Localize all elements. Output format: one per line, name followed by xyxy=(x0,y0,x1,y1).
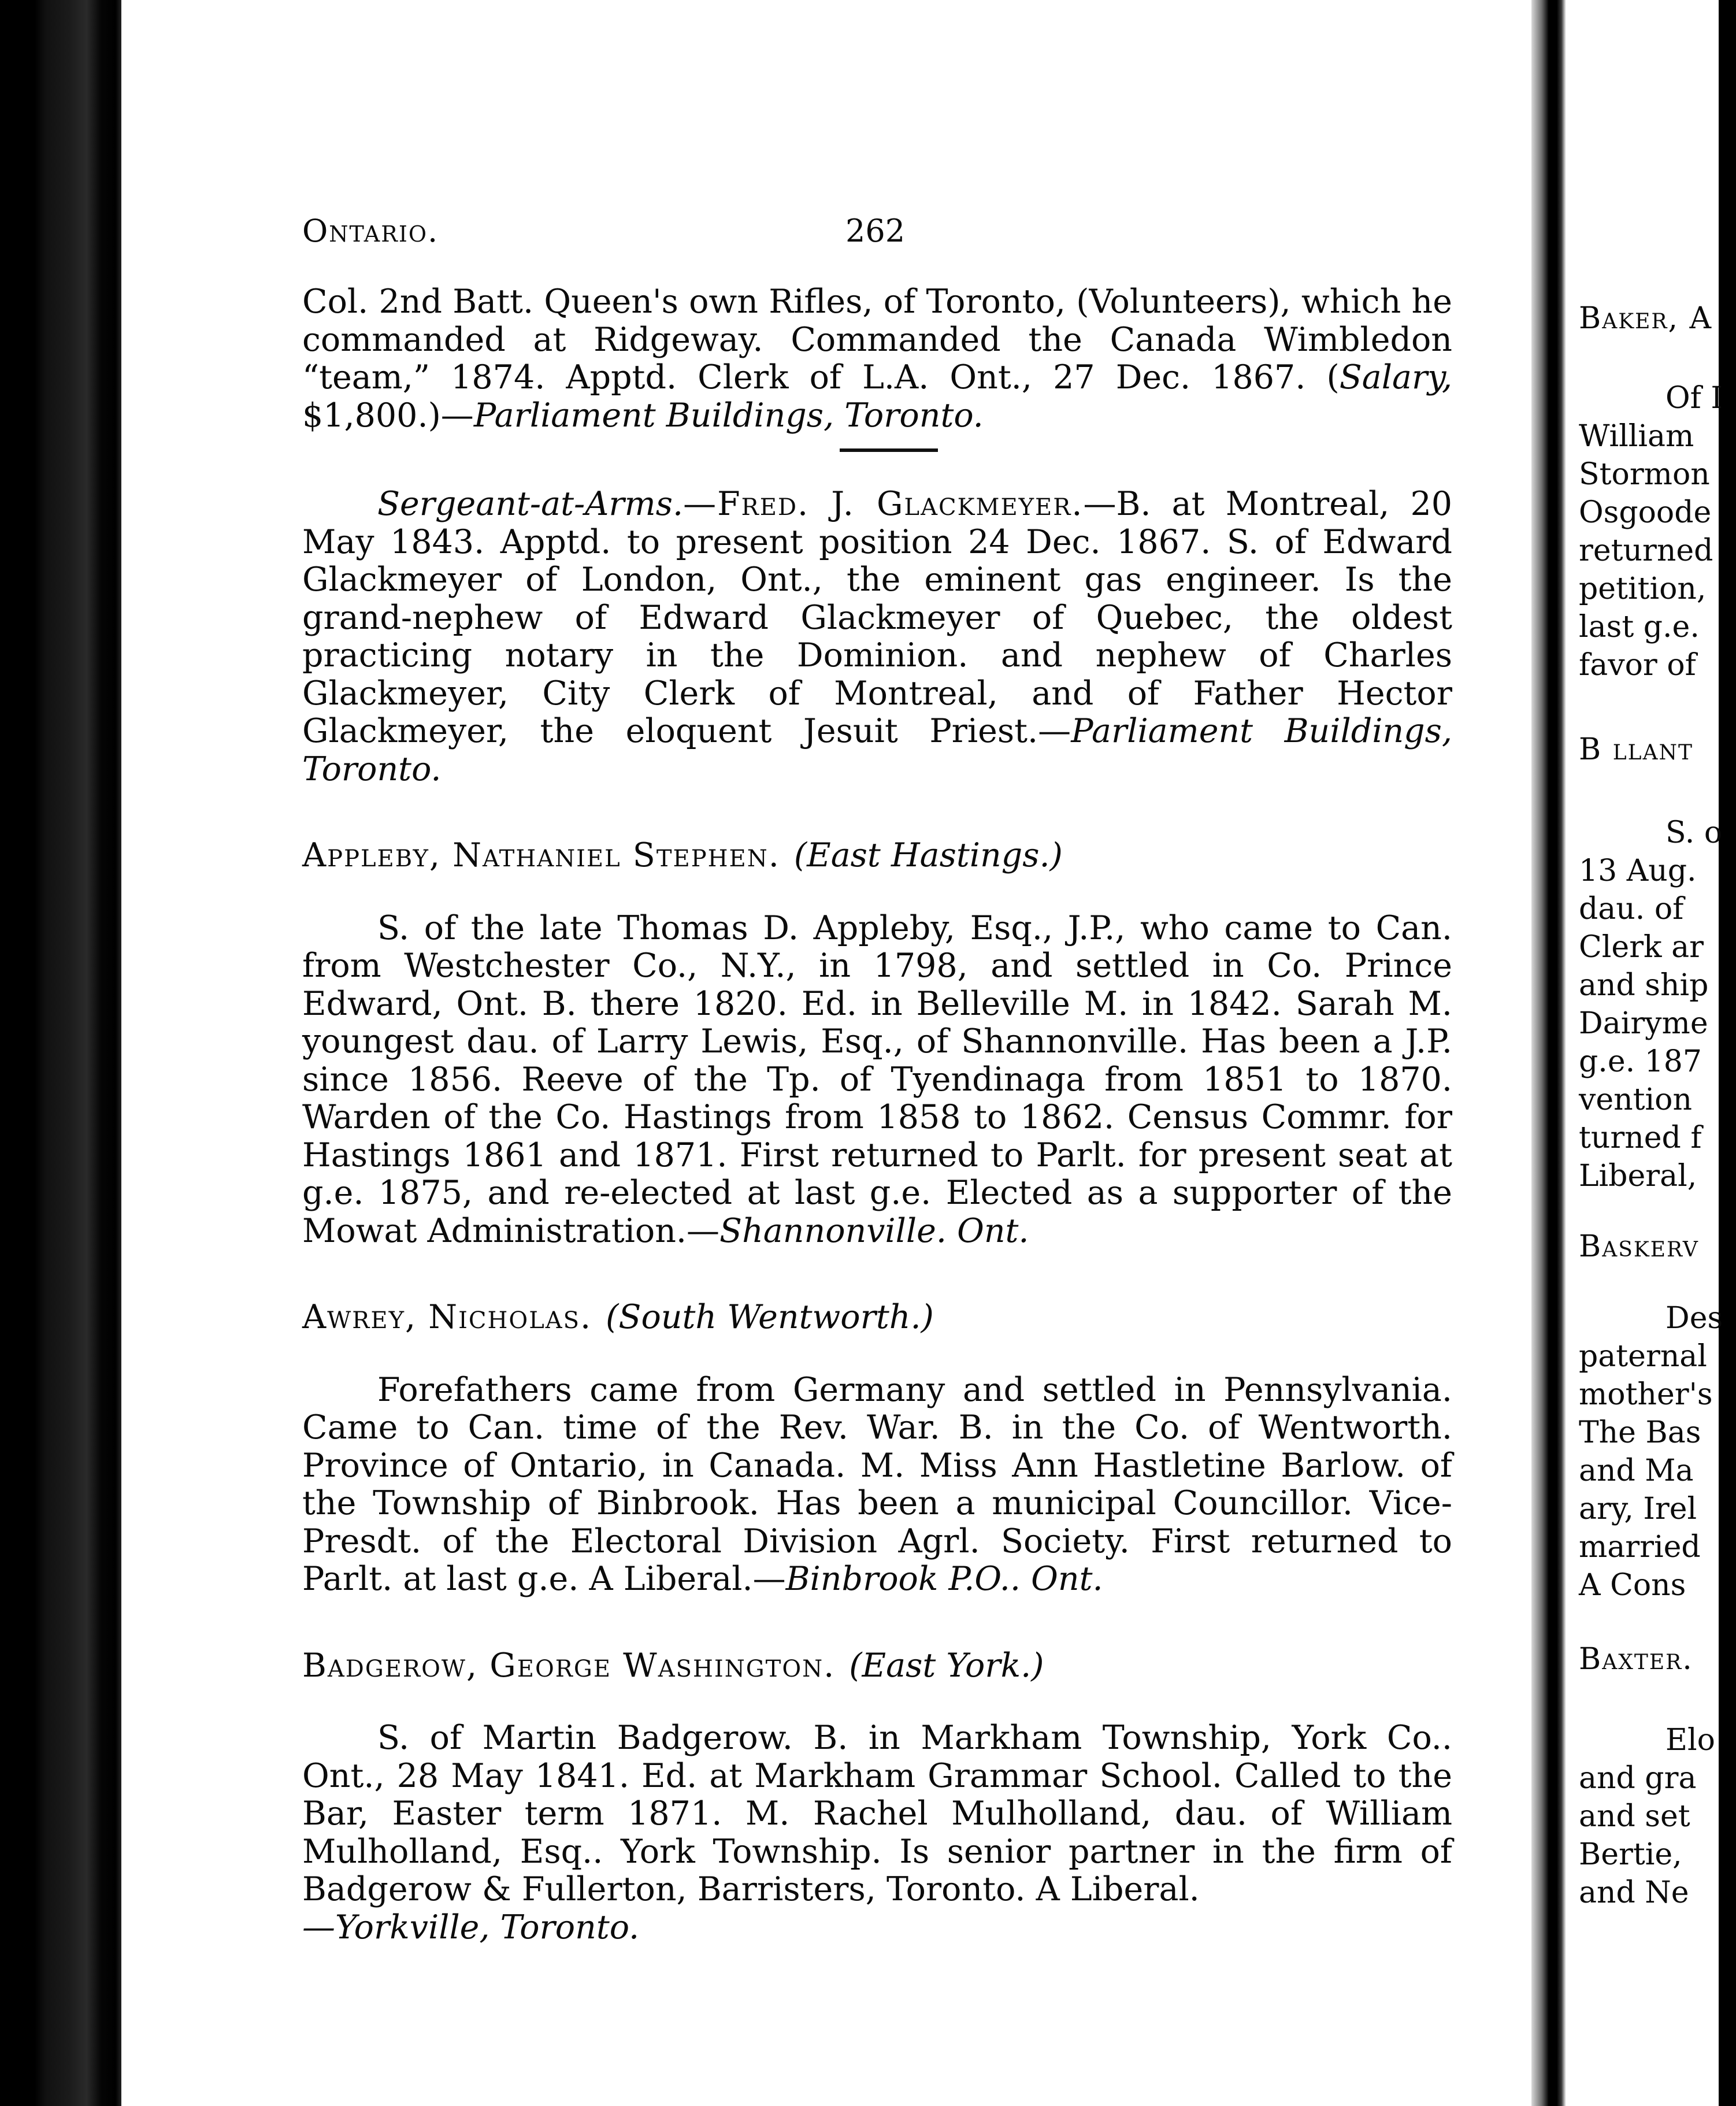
facing-line: and Ne xyxy=(1579,1875,1689,1910)
facing-line: The Bas xyxy=(1579,1415,1701,1450)
running-title: Ontario. xyxy=(302,213,439,249)
facing-line: Stormon xyxy=(1579,457,1710,492)
facing-line: petition, xyxy=(1579,572,1707,606)
facing-line: and gra xyxy=(1579,1761,1697,1796)
facing-line: William xyxy=(1579,419,1694,454)
member-address: Shannonville. Ont. xyxy=(719,1211,1029,1250)
facing-line: Baskerv xyxy=(1579,1229,1699,1264)
sergeant-at-arms-entry xyxy=(302,485,1452,788)
page-gutter xyxy=(1531,0,1566,2106)
facing-line: Clerk ar xyxy=(1579,930,1704,965)
facing-line: B llant xyxy=(1579,732,1694,767)
member-name: Awrey, Nicholas. xyxy=(302,1298,592,1336)
facing-line: mother's xyxy=(1579,1377,1713,1412)
facing-line: Liberal, xyxy=(1579,1159,1697,1193)
sergeant-name: —Fred. J. Glackmeyer. xyxy=(683,485,1084,523)
left-page-text xyxy=(302,283,1452,1946)
entry-heading xyxy=(302,837,1452,875)
facing-line: and ship xyxy=(1579,968,1709,1003)
sergeant-text: —B. at Montreal, 20 May 1843. Apptd. to present position 24 Dec. 1867. S. of Edward Glackmeyer of London, Ont., the eminent gas engineer. Is the grand-nephew of Edward Glackmeyer of Quebec, the oldest practicing notary in the Dominion. and nephew of Charles Glackmeyer, City Clerk of Montreal, and of Father Hector Glackmeyer, the eloquent Jesuit Priest.— xyxy=(302,485,1452,750)
sergeant-address: Parliament Buildings, Toronto. xyxy=(302,712,1453,788)
facing-line: favor of xyxy=(1579,648,1696,683)
facing-line: g.e. 187 xyxy=(1579,1044,1702,1079)
facing-line: returned xyxy=(1579,533,1713,568)
book-edge-right xyxy=(1719,0,1736,2106)
facing-line: S. o xyxy=(1665,815,1723,850)
page-number: 262 xyxy=(845,213,906,249)
facing-line: vention xyxy=(1579,1082,1692,1117)
section-rule xyxy=(840,448,938,452)
book-binding-left xyxy=(0,0,121,2106)
facing-line: Des xyxy=(1665,1301,1723,1336)
sergeant-title: Sergeant-at-Arms. xyxy=(377,485,684,523)
member-name: Appleby, Nathaniel Stephen. xyxy=(302,836,780,874)
facing-line: paternal xyxy=(1579,1339,1707,1374)
continuation-paragraph: Col. 2nd Batt. Queen's own Rifles, of Toronto, (Volunteers), which he commanded at Ridgeway. Commanded the Canada Wimbledon “team,” 1874. Apptd. Clerk of L.A. Ont., 27 Dec. 1867. (Salary, $1,800.)—Parliament Buildings, Toronto. xyxy=(302,283,1452,435)
entry-body: Forefathers came from Germany and settled in Pennsylvania. Came to Can. time of the Rev. War. B. in the Co. of Wentworth. Province of Ontario, in Canada. M. Miss Ann Hastletine Barlow. of the Township of Binbrook. Has been a municipal Councillor. Vice-Presdt. of the Electoral Division Agrl. Society. First returned to Parlt. at last g.e. A Liberal.—Binbrook P.O.. Ont. xyxy=(302,1370,1452,1598)
facing-line: married xyxy=(1579,1530,1701,1564)
page-header xyxy=(302,213,1458,259)
member-riding: (South Wentworth.) xyxy=(606,1298,934,1336)
facing-line: 13 Aug. xyxy=(1579,854,1697,888)
facing-line: turned f xyxy=(1579,1121,1702,1155)
facing-line: Osgoode xyxy=(1579,495,1712,530)
facing-line: and set xyxy=(1579,1799,1690,1834)
facing-line: Dairyme xyxy=(1579,1006,1708,1041)
member-address: Binbrook P.O.. Ont. xyxy=(785,1560,1103,1598)
facing-line: dau. of xyxy=(1579,892,1684,926)
facing-line: Of I xyxy=(1665,381,1723,416)
member-riding: (East Hastings.) xyxy=(793,836,1063,874)
facing-line: last g.e. xyxy=(1579,610,1700,644)
facing-line: Bertie, xyxy=(1579,1837,1682,1872)
entry-body: S. of the late Thomas D. Appleby, Esq., J.P., who came to Can. from Westchester Co., N.Y., in 1798, and settled in Co. Prince Edward, Ont. B. there 1820. Ed. in Belleville M. in 1842. Sarah M. youngest dau. of Larry Lewis, Esq., of Shannonville. Has been a J.P. since 1856. Reeve of the Tp. of Tyendinaga from 1851 to 1870. Warden of the Co. Hastings from 1858 to 1862. Census Commr. for Hastings 1861 and 1871. First returned to Parlt. for present seat at g.e. 1875, and re-elected at last g.e. Elected as a supporter of the Mowat Administration.—Shannonville. Ont. xyxy=(302,909,1452,1250)
facing-line: Baxter. xyxy=(1579,1642,1693,1677)
facing-line: and Ma xyxy=(1579,1454,1694,1488)
entry-heading xyxy=(302,1299,1452,1337)
entry-heading xyxy=(302,1647,1452,1685)
member-address: —Yorkville, Toronto. xyxy=(302,1908,640,1946)
member-name: Badgerow, George Washington. xyxy=(302,1646,836,1685)
entry-body: S. of Martin Badgerow. B. in Markham Township, York Co.. Ont., 28 May 1841. Ed. at Markham Grammar School. Called to the Bar, Easter term 1871. M. Rachel Mulholland, dau. of William Mulholland, Esq.. York Township. Is senior partner in the firm of Badgerow & Fullerton, Barristers, Toronto. A Liberal. —Yorkville, Toronto. xyxy=(302,1719,1452,1946)
facing-line: ary, Irel xyxy=(1579,1492,1697,1526)
member-riding: (East York.) xyxy=(849,1646,1044,1685)
facing-line: A Cons xyxy=(1579,1568,1686,1603)
facing-line: Baker, A xyxy=(1579,301,1713,336)
facing-line: Elo xyxy=(1665,1723,1715,1758)
